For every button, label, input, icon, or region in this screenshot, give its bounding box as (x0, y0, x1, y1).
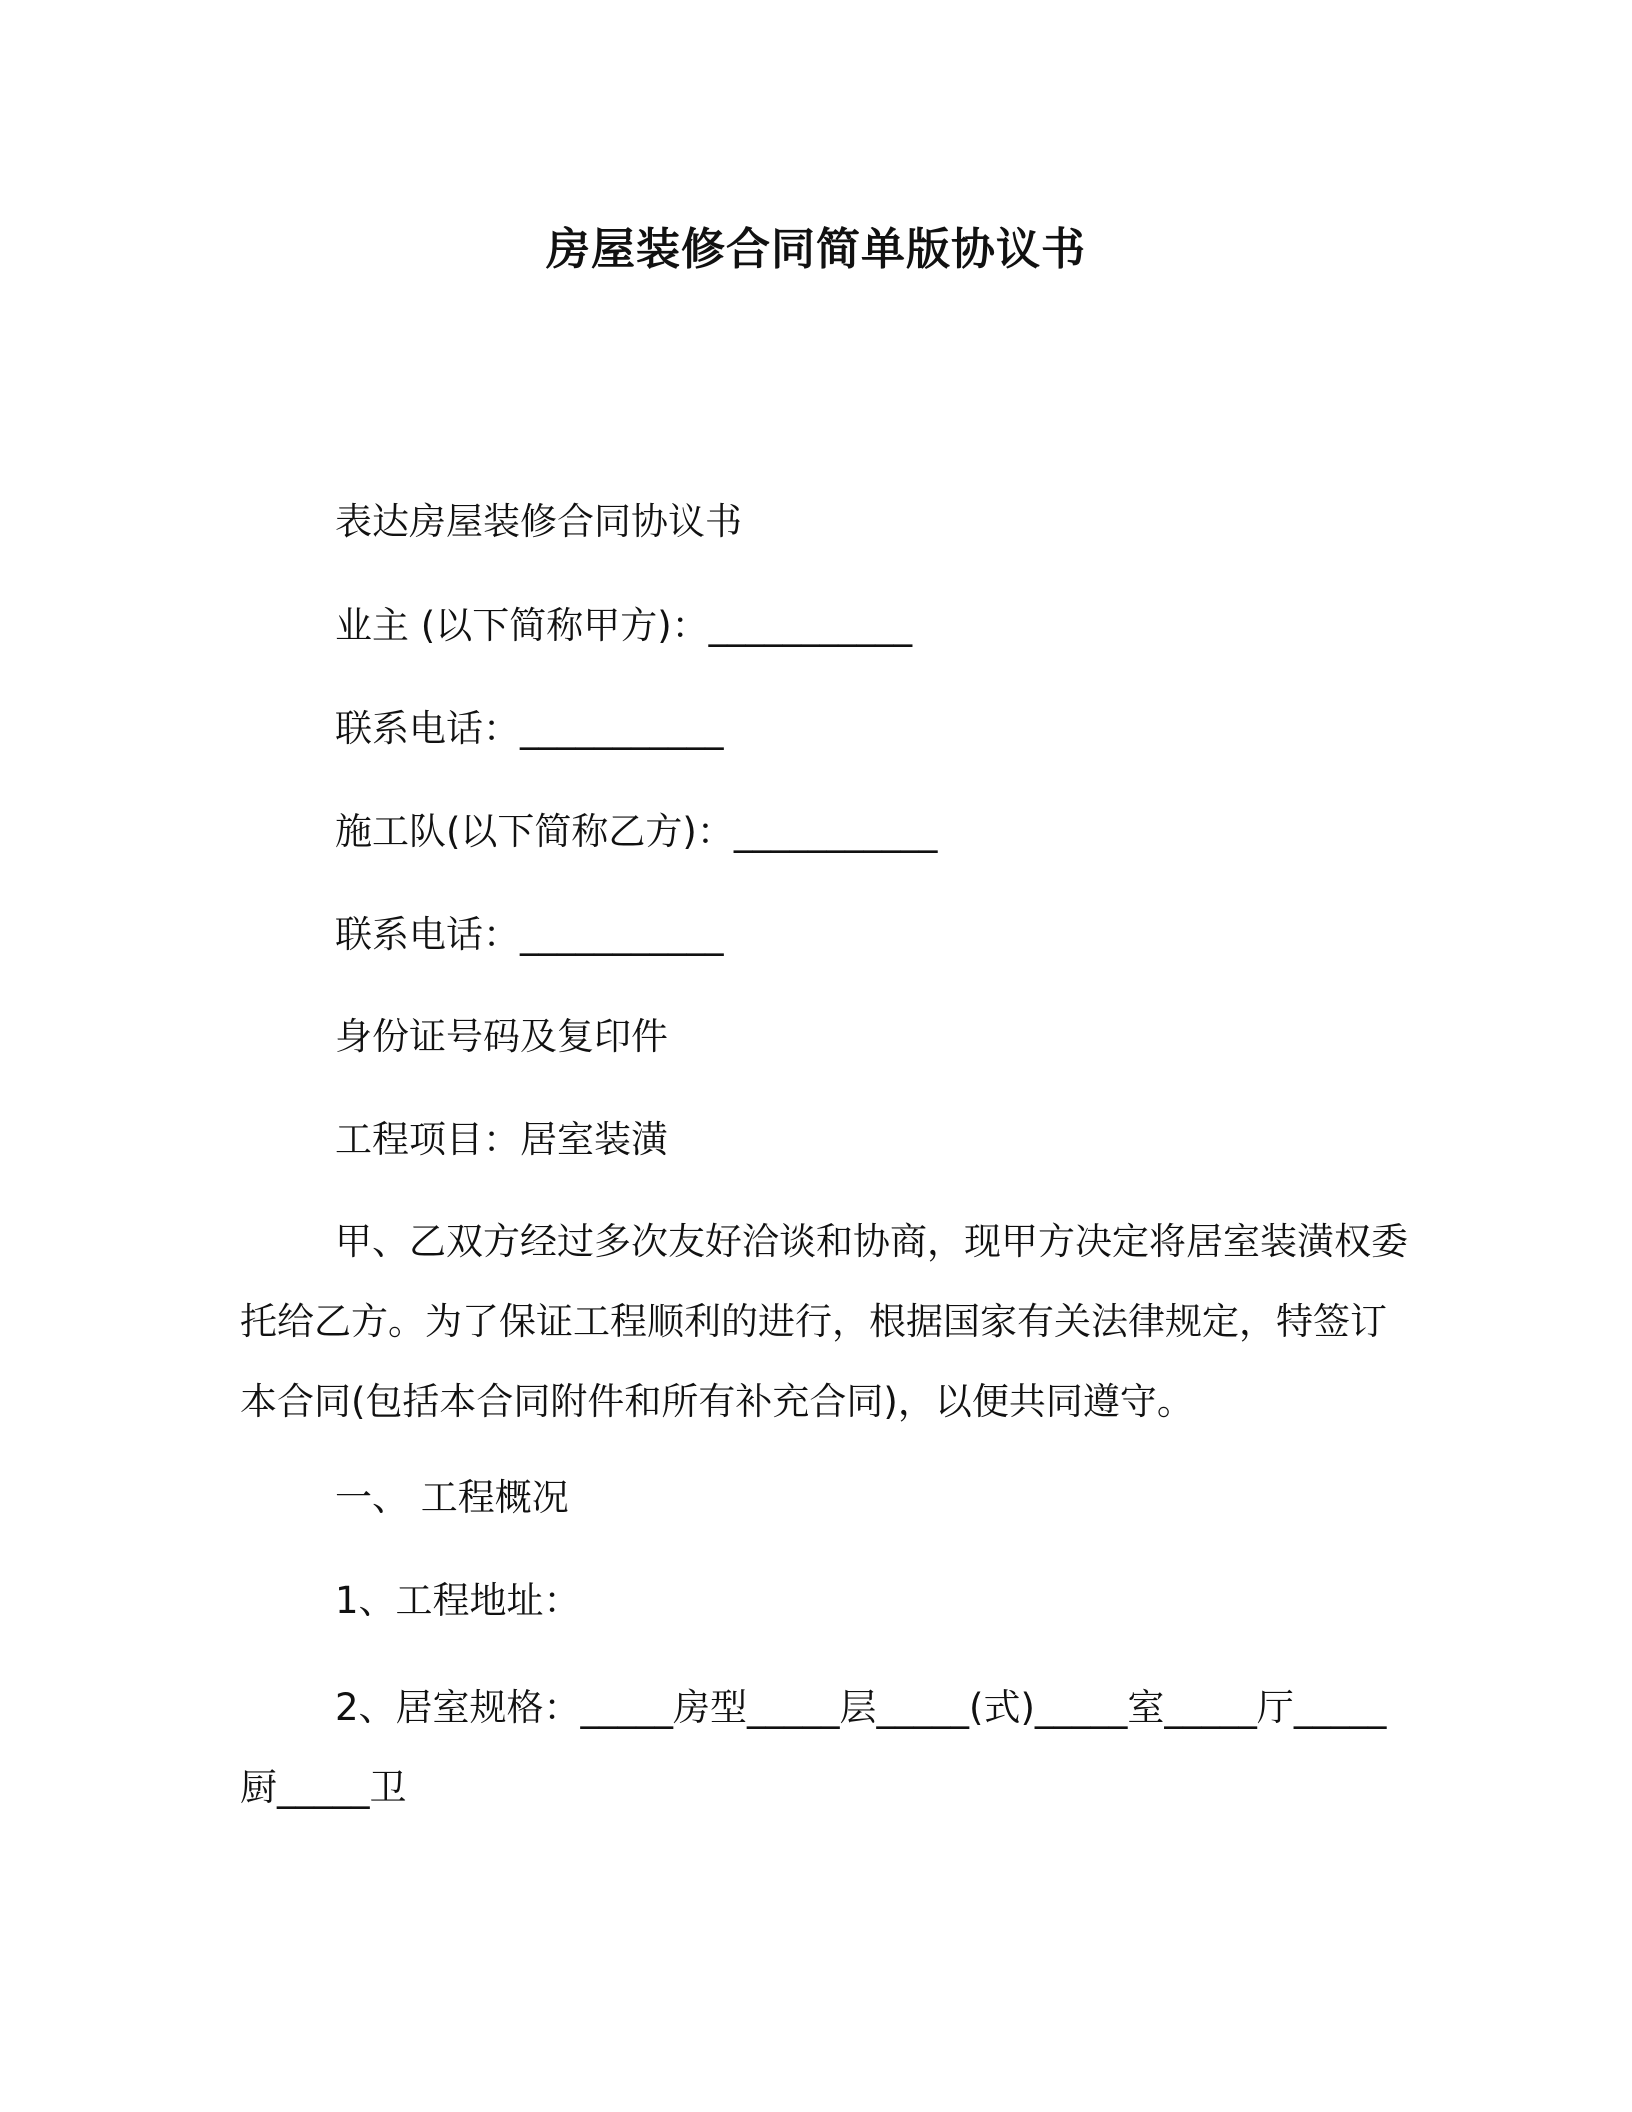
subtitle-line: 表达房屋装修合同协议书 (335, 500, 742, 543)
document-title: 房屋装修合同简单版协议书 (546, 224, 1086, 275)
item-room-spec: 2、居室规格：_____房型_____层_____(式)_____室_____厅_____厨_____卫 (240, 1686, 1387, 1809)
owner-phone-line: 联系电话：___________ (335, 707, 724, 750)
id-card-line: 身份证号码及复印件 (335, 1015, 668, 1058)
contractor-phone-line: 联系电话：___________ (335, 913, 724, 956)
item-address: 1、工程地址： (335, 1579, 581, 1622)
intro-paragraph: 甲、乙双方经过多次友好洽谈和协商，现甲方决定将居室装潢权委托给乙方。为了保证工程顺利的进行，根据国家有关法律规定，特签订本合同(包括本合同附件和所有补充合同)，以便共同遵守。 (240, 1220, 1408, 1423)
contractor-line: 施工队(以下简称乙方)：___________ (335, 810, 938, 853)
project-line: 工程项目：居室装潢 (335, 1118, 668, 1161)
owner-line: 业主 (以下简称甲方)：___________ (335, 604, 913, 647)
section-heading: 一、 工程概况 (335, 1476, 569, 1519)
